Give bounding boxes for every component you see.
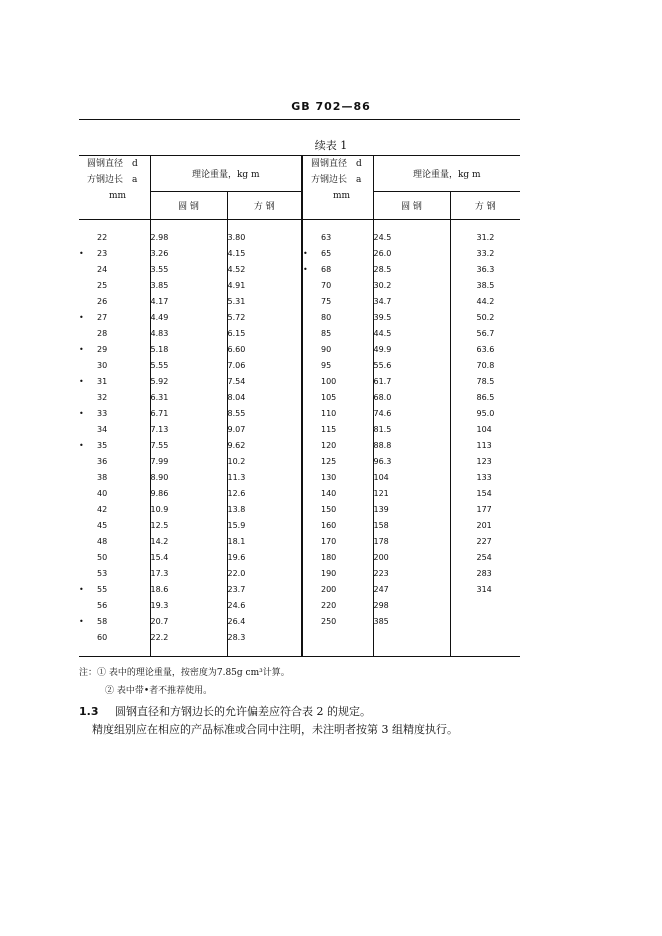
size-cell	[302, 262, 373, 278]
round-weight-cell: 8.90	[150, 470, 227, 486]
section-line	[79, 703, 458, 721]
square-weight-cell: 4.15	[227, 246, 302, 262]
table-row	[79, 470, 520, 486]
size-cell	[79, 374, 150, 390]
size-cell	[302, 454, 373, 470]
size-cell	[302, 470, 373, 486]
round-weight-cell: 96.3	[373, 454, 450, 470]
size-cell	[79, 422, 150, 438]
size-value: 170	[321, 537, 337, 546]
size-cell	[302, 342, 373, 358]
round-weight-cell: 4.17	[150, 294, 227, 310]
size-cell	[79, 406, 150, 422]
square-weight-cell: 26.4	[227, 614, 302, 630]
not-recommended-mark: •	[79, 345, 84, 354]
round-weight-cell: 14.2	[150, 534, 227, 550]
round-weight-cell: 5.55	[150, 358, 227, 374]
size-header-right	[302, 156, 373, 220]
size-value: 55	[97, 585, 108, 594]
square-weight-cell: 36.3	[476, 265, 495, 274]
weight-header-right: 理论重量，kg m	[373, 156, 520, 192]
square-weight-cell	[450, 614, 520, 630]
square-weight-cell: 33.2	[476, 249, 495, 258]
size-value: 68	[321, 265, 332, 274]
size-value: 53	[97, 569, 108, 578]
header-rule	[79, 119, 520, 120]
round-weight-cell: 15.4	[150, 550, 227, 566]
table-row	[79, 326, 520, 342]
square-header: 方 钢	[227, 192, 302, 220]
table-row	[79, 358, 520, 374]
size-cell	[79, 230, 150, 246]
size-value: 38	[97, 473, 108, 482]
size-cell	[302, 534, 373, 550]
size-value: 26	[97, 297, 108, 306]
size-value: 100	[321, 377, 337, 386]
size-value: 34	[97, 425, 108, 434]
table-row	[79, 342, 520, 358]
round-weight-cell: 10.9	[150, 502, 227, 518]
size-cell	[79, 390, 150, 406]
square-weight-cell: 12.6	[227, 486, 302, 502]
size-cell	[302, 518, 373, 534]
size-cell	[302, 326, 373, 342]
table-row	[79, 582, 520, 598]
round-weight-cell: 39.5	[373, 310, 450, 326]
size-value: 130	[321, 473, 337, 482]
square-weight-cell: 15.9	[227, 518, 302, 534]
size-cell	[302, 438, 373, 454]
size-cell	[302, 406, 373, 422]
table-row	[79, 406, 520, 422]
round-weight-cell: 200	[373, 550, 450, 566]
size-value: 200	[321, 585, 337, 594]
round-weight-cell: 178	[373, 534, 450, 550]
size-value: 36	[97, 457, 108, 466]
size-cell	[79, 550, 150, 566]
square-weight-cell: 13.8	[227, 502, 302, 518]
size-value: 31	[97, 377, 108, 386]
round-weight-cell: 247	[373, 582, 450, 598]
round-weight-cell	[373, 630, 450, 646]
size-value: 220	[321, 601, 337, 610]
size-value: 28	[97, 329, 108, 338]
square-weight-cell: 44.2	[476, 297, 495, 306]
size-value: 120	[321, 441, 337, 450]
round-weight-cell: 3.26	[150, 246, 227, 262]
weight-header-left: 理论重量，kg m	[150, 156, 302, 192]
size-value: 63	[321, 233, 332, 242]
size-value: 24	[97, 265, 108, 274]
round-weight-cell: 5.92	[150, 374, 227, 390]
size-cell	[302, 390, 373, 406]
size-cell	[79, 630, 150, 646]
size-value: 150	[321, 505, 337, 514]
square-weight-cell: 201	[476, 521, 492, 530]
round-weight-cell: 30.2	[373, 278, 450, 294]
size-value: 250	[321, 617, 337, 626]
size-cell	[79, 534, 150, 550]
round-weight-cell: 49.9	[373, 342, 450, 358]
square-weight-cell: 5.31	[227, 294, 302, 310]
size-cell	[302, 374, 373, 390]
table-row	[79, 454, 520, 470]
round-weight-cell: 3.85	[150, 278, 227, 294]
round-weight-cell: 22.2	[150, 630, 227, 646]
not-recommended-mark: •	[79, 585, 84, 594]
size-value: 180	[321, 553, 337, 562]
round-weight-cell: 28.5	[373, 262, 450, 278]
square-weight-cell: 9.62	[227, 438, 302, 454]
round-weight-cell: 88.8	[373, 438, 450, 454]
table-row	[79, 374, 520, 390]
size-unit: mm	[333, 191, 351, 201]
round-weight-cell: 44.5	[373, 326, 450, 342]
table-row	[79, 518, 520, 534]
size-value: 125	[321, 457, 337, 466]
square-weight-cell: 177	[476, 505, 492, 514]
size-cell	[79, 486, 150, 502]
round-weight-cell: 81.5	[373, 422, 450, 438]
table-row	[79, 614, 520, 630]
table-row	[79, 246, 520, 262]
square-weight-cell: 6.15	[227, 326, 302, 342]
square-weight-cell: 63.6	[476, 345, 495, 354]
square-weight-cell	[450, 598, 520, 614]
square-weight-cell: 78.5	[476, 377, 495, 386]
square-weight-cell: 5.72	[227, 310, 302, 326]
table-row	[79, 278, 520, 294]
size-value: 75	[321, 297, 332, 306]
size-unit: mm	[109, 191, 127, 201]
size-value: 58	[97, 617, 108, 626]
round-weight-cell: 34.7	[373, 294, 450, 310]
size-value: 160	[321, 521, 337, 530]
table-row	[79, 486, 520, 502]
round-weight-cell: 7.99	[150, 454, 227, 470]
square-weight-cell: 7.54	[227, 374, 302, 390]
square-weight-cell: 22.0	[227, 566, 302, 582]
size-cell	[302, 630, 373, 646]
square-weight-cell: 50.2	[476, 313, 495, 322]
square-weight-cell: 133	[476, 473, 492, 482]
size-cell	[302, 502, 373, 518]
square-weight-cell: 10.2	[227, 454, 302, 470]
table-row	[79, 502, 520, 518]
size-cell	[302, 310, 373, 326]
section-followup: 精度组别应在相应的产品标准或合同中注明，未注明者按第 3 组精度执行。	[92, 723, 458, 736]
round-weight-cell: 6.71	[150, 406, 227, 422]
size-value: 29	[97, 345, 108, 354]
size-value: 48	[97, 537, 108, 546]
square-weight-cell: 31.2	[476, 233, 495, 242]
note-2: ② 表中带•者不推荐使用。	[105, 686, 213, 696]
size-value: 23	[97, 249, 108, 258]
size-cell	[79, 502, 150, 518]
size-cell	[79, 342, 150, 358]
size-value: 42	[97, 505, 108, 514]
size-cell	[302, 294, 373, 310]
size-value: 56	[97, 601, 108, 610]
table-row	[79, 566, 520, 582]
round-weight-cell: 121	[373, 486, 450, 502]
table-row	[79, 262, 520, 278]
size-value: 22	[97, 233, 108, 242]
size-cell	[302, 422, 373, 438]
round-weight-cell: 2.98	[150, 230, 227, 246]
size-cell	[79, 358, 150, 374]
square-weight-cell: 86.5	[476, 393, 495, 402]
round-weight-cell: 17.3	[150, 566, 227, 582]
size-cell	[302, 566, 373, 582]
round-weight-cell: 158	[373, 518, 450, 534]
size-value: 85	[321, 329, 332, 338]
section-1-3	[79, 703, 458, 739]
not-recommended-mark: •	[79, 377, 84, 386]
size-cell	[302, 582, 373, 598]
round-weight-cell: 223	[373, 566, 450, 582]
size-value: 95	[321, 361, 332, 370]
square-weight-cell: 28.3	[227, 630, 302, 646]
size-cell	[302, 246, 373, 262]
size-cell	[302, 278, 373, 294]
size-label-square: 方钢边长 a	[311, 175, 362, 185]
round-weight-cell: 104	[373, 470, 450, 486]
size-value: 27	[97, 313, 108, 322]
size-value: 140	[321, 489, 337, 498]
table-row	[79, 630, 520, 646]
size-value: 80	[321, 313, 332, 322]
size-value: 90	[321, 345, 332, 354]
not-recommended-mark: •	[79, 441, 84, 450]
round-weight-cell: 7.13	[150, 422, 227, 438]
size-cell	[302, 358, 373, 374]
square-weight-cell: 19.6	[227, 550, 302, 566]
spacer-row	[79, 646, 520, 657]
size-header-left	[79, 156, 150, 220]
table-row	[79, 422, 520, 438]
round-weight-cell: 19.3	[150, 598, 227, 614]
round-weight-cell: 55.6	[373, 358, 450, 374]
square-weight-cell: 6.60	[227, 342, 302, 358]
size-cell	[79, 454, 150, 470]
weight-table	[79, 155, 520, 657]
square-weight-cell: 18.1	[227, 534, 302, 550]
round-header: 圆 钢	[150, 192, 227, 220]
size-value: 110	[321, 409, 337, 418]
size-cell	[79, 262, 150, 278]
round-weight-cell: 4.83	[150, 326, 227, 342]
not-recommended-mark: •	[303, 249, 308, 258]
square-weight-cell: 23.7	[227, 582, 302, 598]
square-weight-cell: 70.8	[476, 361, 495, 370]
size-cell	[302, 614, 373, 630]
square-weight-cell: 227	[476, 537, 492, 546]
table-row	[79, 534, 520, 550]
not-recommended-mark: •	[79, 617, 84, 626]
section-number: 1.3	[79, 705, 99, 718]
round-weight-cell: 9.86	[150, 486, 227, 502]
square-weight-cell: 56.7	[476, 329, 495, 338]
table-body	[79, 220, 520, 657]
size-cell	[79, 614, 150, 630]
not-recommended-mark: •	[303, 265, 308, 274]
table-notes	[79, 664, 290, 700]
size-cell	[302, 598, 373, 614]
size-value: 190	[321, 569, 337, 578]
size-cell	[79, 518, 150, 534]
round-weight-cell: 4.49	[150, 310, 227, 326]
size-value: 35	[97, 441, 108, 450]
square-weight-cell: 8.55	[227, 406, 302, 422]
square-weight-cell: 283	[476, 569, 492, 578]
table-row	[79, 438, 520, 454]
square-weight-cell: 11.3	[227, 470, 302, 486]
size-cell	[79, 278, 150, 294]
size-cell	[302, 550, 373, 566]
size-cell	[79, 294, 150, 310]
square-weight-cell: 38.5	[476, 281, 495, 290]
round-weight-cell: 385	[373, 614, 450, 630]
round-weight-cell: 6.31	[150, 390, 227, 406]
square-weight-cell: 3.80	[227, 230, 302, 246]
square-weight-cell	[450, 630, 520, 646]
size-cell	[79, 438, 150, 454]
size-value: 30	[97, 361, 108, 370]
size-value: 50	[97, 553, 108, 562]
size-value: 105	[321, 393, 337, 402]
size-value: 25	[97, 281, 108, 290]
round-header: 圆 钢	[373, 192, 450, 220]
size-value: 115	[321, 425, 337, 434]
square-weight-cell: 4.52	[227, 262, 302, 278]
square-weight-cell: 154	[476, 489, 492, 498]
not-recommended-mark: •	[79, 249, 84, 258]
square-weight-cell: 4.91	[227, 278, 302, 294]
table-row	[79, 294, 520, 310]
round-weight-cell: 298	[373, 598, 450, 614]
round-weight-cell: 7.55	[150, 438, 227, 454]
table-row	[79, 598, 520, 614]
round-weight-cell: 20.7	[150, 614, 227, 630]
standard-number: GB 702—86	[291, 100, 371, 113]
round-weight-cell: 5.18	[150, 342, 227, 358]
table-row	[79, 550, 520, 566]
square-weight-cell: 314	[476, 585, 492, 594]
section-text: 圆钢直径和方钢边长的允许偏差应符合表 2 的规定。	[115, 705, 371, 718]
round-weight-cell: 68.0	[373, 390, 450, 406]
square-weight-cell: 113	[476, 441, 492, 450]
square-header: 方 钢	[450, 192, 520, 220]
size-value: 60	[97, 633, 108, 642]
size-cell	[79, 326, 150, 342]
size-cell	[79, 310, 150, 326]
note-1: 注：① 表中的理论重量，按密度为7.85g cm³计算。	[79, 668, 290, 678]
round-weight-cell: 74.6	[373, 406, 450, 422]
size-label-round: 圆钢直径 d	[311, 159, 362, 169]
table-caption: 续表 1	[314, 139, 348, 152]
square-weight-cell: 8.04	[227, 390, 302, 406]
round-weight-cell: 139	[373, 502, 450, 518]
size-value: 40	[97, 489, 108, 498]
round-weight-cell: 3.55	[150, 262, 227, 278]
not-recommended-mark: •	[79, 313, 84, 322]
size-label-round: 圆钢直径 d	[87, 159, 138, 169]
square-weight-cell: 9.07	[227, 422, 302, 438]
size-value: 33	[97, 409, 108, 418]
square-weight-cell: 254	[476, 553, 492, 562]
table-row	[79, 230, 520, 246]
square-weight-cell: 104	[476, 425, 492, 434]
table-row	[79, 390, 520, 406]
round-weight-cell: 18.6	[150, 582, 227, 598]
size-cell	[302, 230, 373, 246]
size-value: 65	[321, 249, 332, 258]
round-weight-cell: 26.0	[373, 246, 450, 262]
size-cell	[79, 470, 150, 486]
square-weight-cell: 7.06	[227, 358, 302, 374]
round-weight-cell: 61.7	[373, 374, 450, 390]
size-cell	[79, 566, 150, 582]
size-value: 45	[97, 521, 108, 530]
size-cell	[79, 582, 150, 598]
size-cell	[79, 598, 150, 614]
size-label-square: 方钢边长 a	[87, 175, 138, 185]
not-recommended-mark: •	[79, 409, 84, 418]
size-value: 32	[97, 393, 108, 402]
square-weight-cell: 95.0	[476, 409, 495, 418]
size-cell	[79, 246, 150, 262]
size-cell	[302, 486, 373, 502]
size-value: 70	[321, 281, 332, 290]
table-row	[79, 310, 520, 326]
round-weight-cell: 24.5	[373, 230, 450, 246]
square-weight-cell: 24.6	[227, 598, 302, 614]
square-weight-cell: 123	[476, 457, 492, 466]
round-weight-cell: 12.5	[150, 518, 227, 534]
spacer-row	[79, 220, 520, 231]
